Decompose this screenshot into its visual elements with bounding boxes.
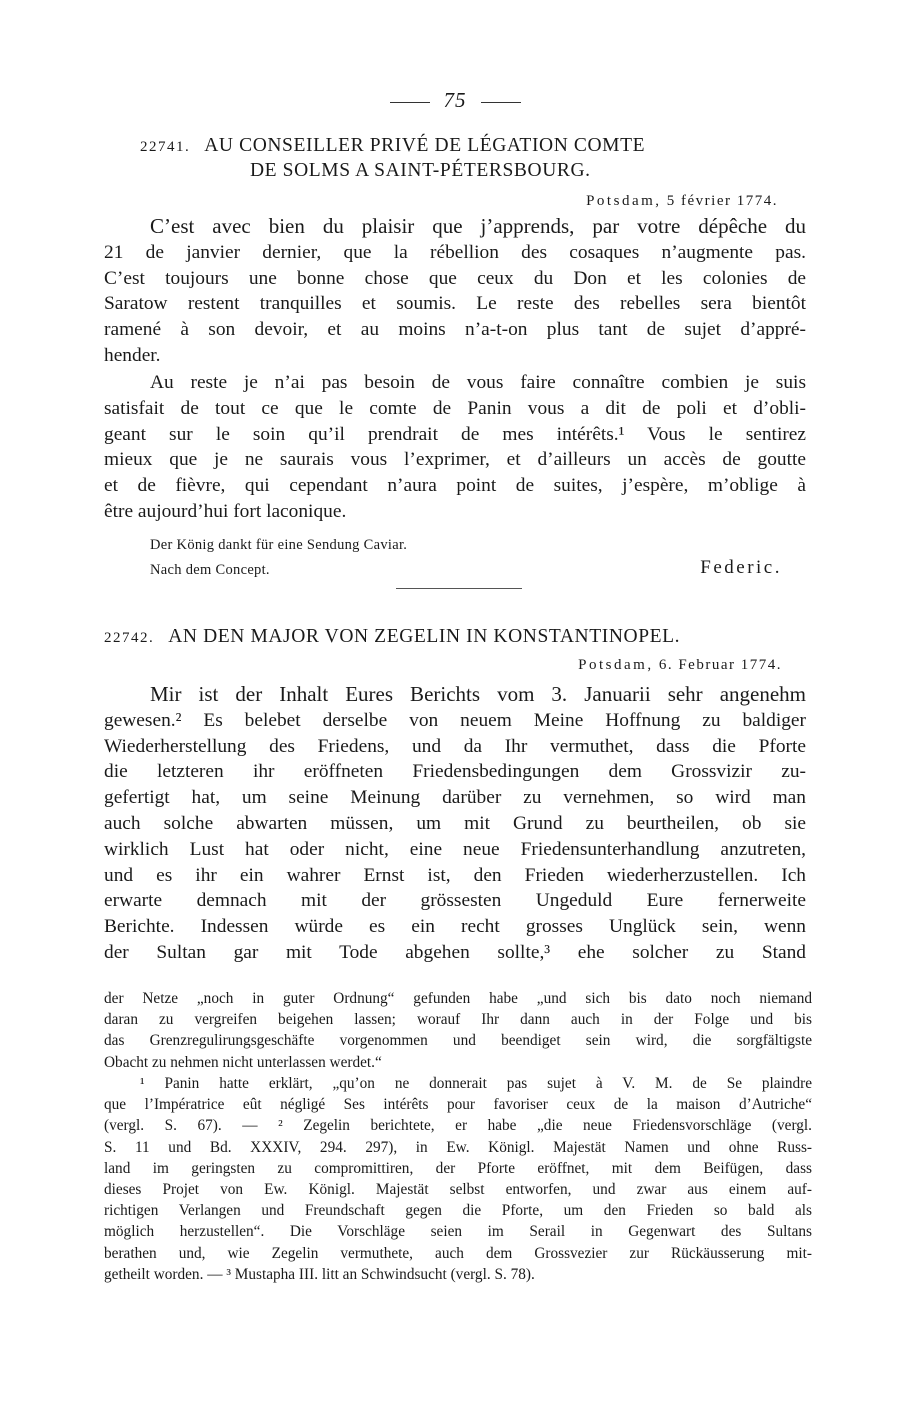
footnote-line: der Netze „noch in guter Ordnung“ gefunden habe „und sich bis dato noch niemand [104, 990, 812, 1007]
text-line: geant sur le soin qu’il prendrait de mes intérêts.¹ Vous le sentirez [104, 423, 806, 445]
heading-line-1: AN DEN MAJOR VON ZEGELIN IN KONSTANTINOPEL. [168, 626, 681, 647]
text-line: Wiederherstellung des Friedens, und da Ihr vermuthet, dass die Pforte [104, 735, 806, 757]
footnote-line: getheilt worden. — ³ Mustapha III. litt an Schwindsucht (vergl. S. 78). [104, 1265, 535, 1283]
letter-22741-dateline [586, 193, 778, 210]
dateline-date: 5 février 1774. [666, 193, 778, 209]
footnote-line: dieses Projet von Ew. Königl. Majestät selbst entworfen, und zwar aus einem auf- [104, 1181, 812, 1199]
footnote-line: (vergl. S. 67). — ² Zegelin berichtete, er habe „die neue Friedensvorschläge (vergl. [104, 1117, 812, 1135]
text-line: gewesen.² Es belebet derselbe von neuem Meine Hoffnung zu baldiger [104, 709, 806, 731]
page-number: 75 [104, 88, 806, 113]
text-line: und es ihr ein wahrer Ernst ist, den Frieden wiederherzustellen. Ich [104, 864, 806, 886]
text-line: hender. [104, 344, 161, 366]
text-line: et de fièvre, qui cependant n’aura point de suites, j’espère, m’oblige à [104, 475, 806, 497]
text-line: C’est avec bien du plaisir que j’apprends, par votre dépêche du [150, 214, 806, 238]
text-line: gefertigt hat, um seine Meinung darüber zu vernehmen, so wird man [104, 787, 806, 809]
text-line: der Sultan gar mit Tode abgehen sollte,³ ehe solcher zu Stand [104, 941, 806, 963]
footnote-line: möglich herzustellen“. Die Vorschläge seien im Serail in Gegenwart des Sultans [104, 1223, 812, 1241]
letter-22742-dateline [578, 657, 782, 674]
section-separator [396, 588, 522, 589]
dash-right [481, 102, 521, 103]
text-line: Au reste je n’ai pas besoin de vous faire connaître combien je suis [150, 372, 806, 393]
text-line: Berichte. Indessen würde es ein recht grosses Unglück sein, wenn [104, 916, 806, 938]
text-line: être aujourd’hui fort laconique. [104, 500, 347, 522]
dateline-place: Potsdam, [578, 657, 654, 673]
heading-line-2: DE SOLMS A SAINT-PÉTERSBOURG. [250, 160, 591, 181]
letter-22742-heading [104, 625, 794, 650]
footnote-line: S. 11 und Bd. XXXIV, 294. 297), in Ew. Königl. Majestät Namen und ohne Russ- [104, 1138, 812, 1156]
text-line: C’est toujours une bonne chose que ceux du Don et les colonies de [104, 267, 806, 289]
footnotes [104, 1073, 812, 1285]
footnote-line: richtigen Verlangen und Freundschaft gegen die Pforte, um den Frieden so bald als [104, 1202, 812, 1220]
letter-number: 22741. [140, 139, 191, 155]
letter-22741-signature: Federic. [700, 557, 782, 578]
text-line: 21 de janvier dernier, que la rébellion des cosaques n’augmente pas. [104, 241, 806, 263]
letter-22742-paragraph [104, 682, 806, 966]
letter-22741-note-2: Nach dem Concept. [150, 562, 270, 578]
letter-number: 22742. [104, 630, 155, 646]
dateline-place: Potsdam, [586, 193, 662, 209]
footnote-line: que l’Impératrice eût négligé Ses intérêts pour favoriser ceux de la maison d’Autriche“ [104, 1096, 812, 1114]
footnote-continuation [104, 988, 812, 1073]
footnote-line: land im geringsten zu compromittiren, der Pforte eröffnet, mit dem Beifügen, dass [104, 1159, 812, 1177]
letter-22741-paragraph-1 [104, 214, 806, 369]
text-line: ramené à son devoir, et au moins n’a-t-on plus tant de sujet d’appré- [104, 319, 806, 341]
footnote-line: das Grenzregulirungsgeschäfte vorgenommen und beendiget sein wird, die sorgfältigste [104, 1032, 812, 1050]
footnote-line: berathen und, wie Zegelin vermuthete, auch dem Grossvezier zur Rückäusserung mit- [104, 1244, 812, 1262]
footnote-line: ¹ Panin hatte erklärt, „qu’on ne donnerait pas sujet à V. M. de Se plaindre [140, 1075, 812, 1092]
text-line: auch solche abwarten müssen, um mit Grund zu beurtheilen, ob sie [104, 812, 806, 834]
heading-line-1: AU CONSEILLER PRIVÉ DE LÉGATION COMTE [204, 135, 646, 156]
footnote-line: Obacht zu nehmen nicht unterlassen werdet.“ [104, 1053, 382, 1071]
letter-22741-note-1: Der König dankt für eine Sendung Caviar. [150, 537, 408, 553]
text-line: mieux que je ne saurais vous l’exprimer, et d’ailleurs un accès de goutte [104, 449, 806, 471]
footnote-line: daran zu vergreifen beigehen lassen; worauf Ihr dann auch in der Folge und bis [104, 1011, 812, 1029]
text-line: erwarte demnach mit der grössesten Ungeduld Eure fernerweite [104, 890, 806, 912]
dateline-date: 6. Februar 1774. [658, 657, 782, 673]
dash-left [390, 102, 430, 103]
text-line: Saratow restent tranquilles et soumis. Le reste des rebelles sera bientôt [104, 293, 806, 315]
text-line: wirklich Lust hat oder nicht, eine neue Friedensunterhandlung anzutreten, [104, 838, 806, 860]
letter-22741-paragraph-2 [104, 370, 806, 525]
text-line: die letzteren ihr eröffneten Friedensbedingungen dem Grossvizir zu- [104, 761, 806, 783]
text-line: Mir ist der Inhalt Eures Berichts vom 3. Januarii sehr angenehm [150, 682, 806, 706]
text-line: satisfait de tout ce que le comte de Panin vous a dit de poli et d’obli- [104, 397, 806, 419]
letter-22741-heading [140, 134, 830, 183]
